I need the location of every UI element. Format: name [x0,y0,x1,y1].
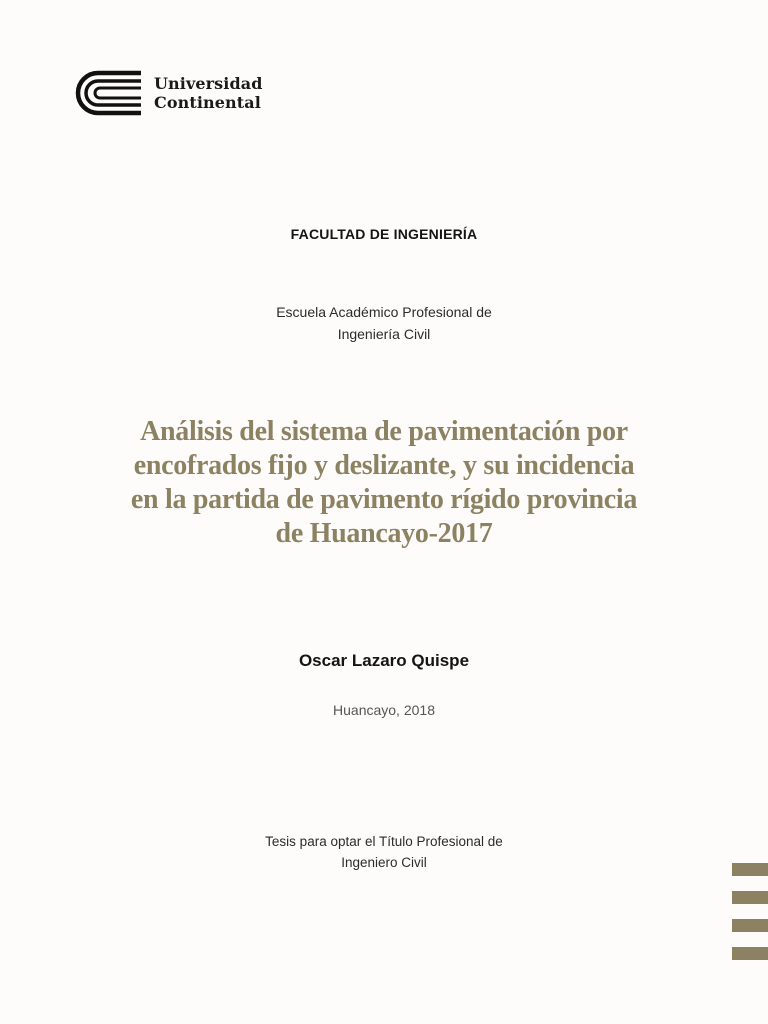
stripe-bar [732,863,768,876]
thesis-title [110,415,658,551]
university-name-line2: Continental [154,93,261,112]
stripe-bar [732,919,768,932]
school-line1: Escuela Académico Profesional de [276,304,492,320]
school-line2: Ingeniería Civil [337,326,431,342]
stripes-decoration [732,863,768,975]
faculty-heading: FACULTAD DE INGENIERÍA [290,226,478,242]
author-name: Oscar Lazaro Quispe [298,651,470,670]
title-line2: encofrados fijo y deslizante, y su incidencia [133,450,635,481]
university-name [154,74,263,112]
title-line1: Análisis del sistema de pavimentación por [140,416,628,447]
stripe-bar [732,947,768,960]
degree-line1: Tesis para optar el Título Profesional de [265,834,503,849]
degree-statement [0,831,768,873]
university-name-line1: Universidad [154,74,263,93]
stripe-bar [732,891,768,904]
place-year: Huancayo, 2018 [333,702,435,718]
degree-line2: Ingeniero Civil [341,855,427,870]
university-logo [74,69,263,117]
university-logo-icon [74,69,144,117]
school-name [0,301,768,345]
title-line4: de Huancayo-2017 [275,518,493,549]
title-line3: en la partida de pavimento rígido provincia [130,484,638,515]
